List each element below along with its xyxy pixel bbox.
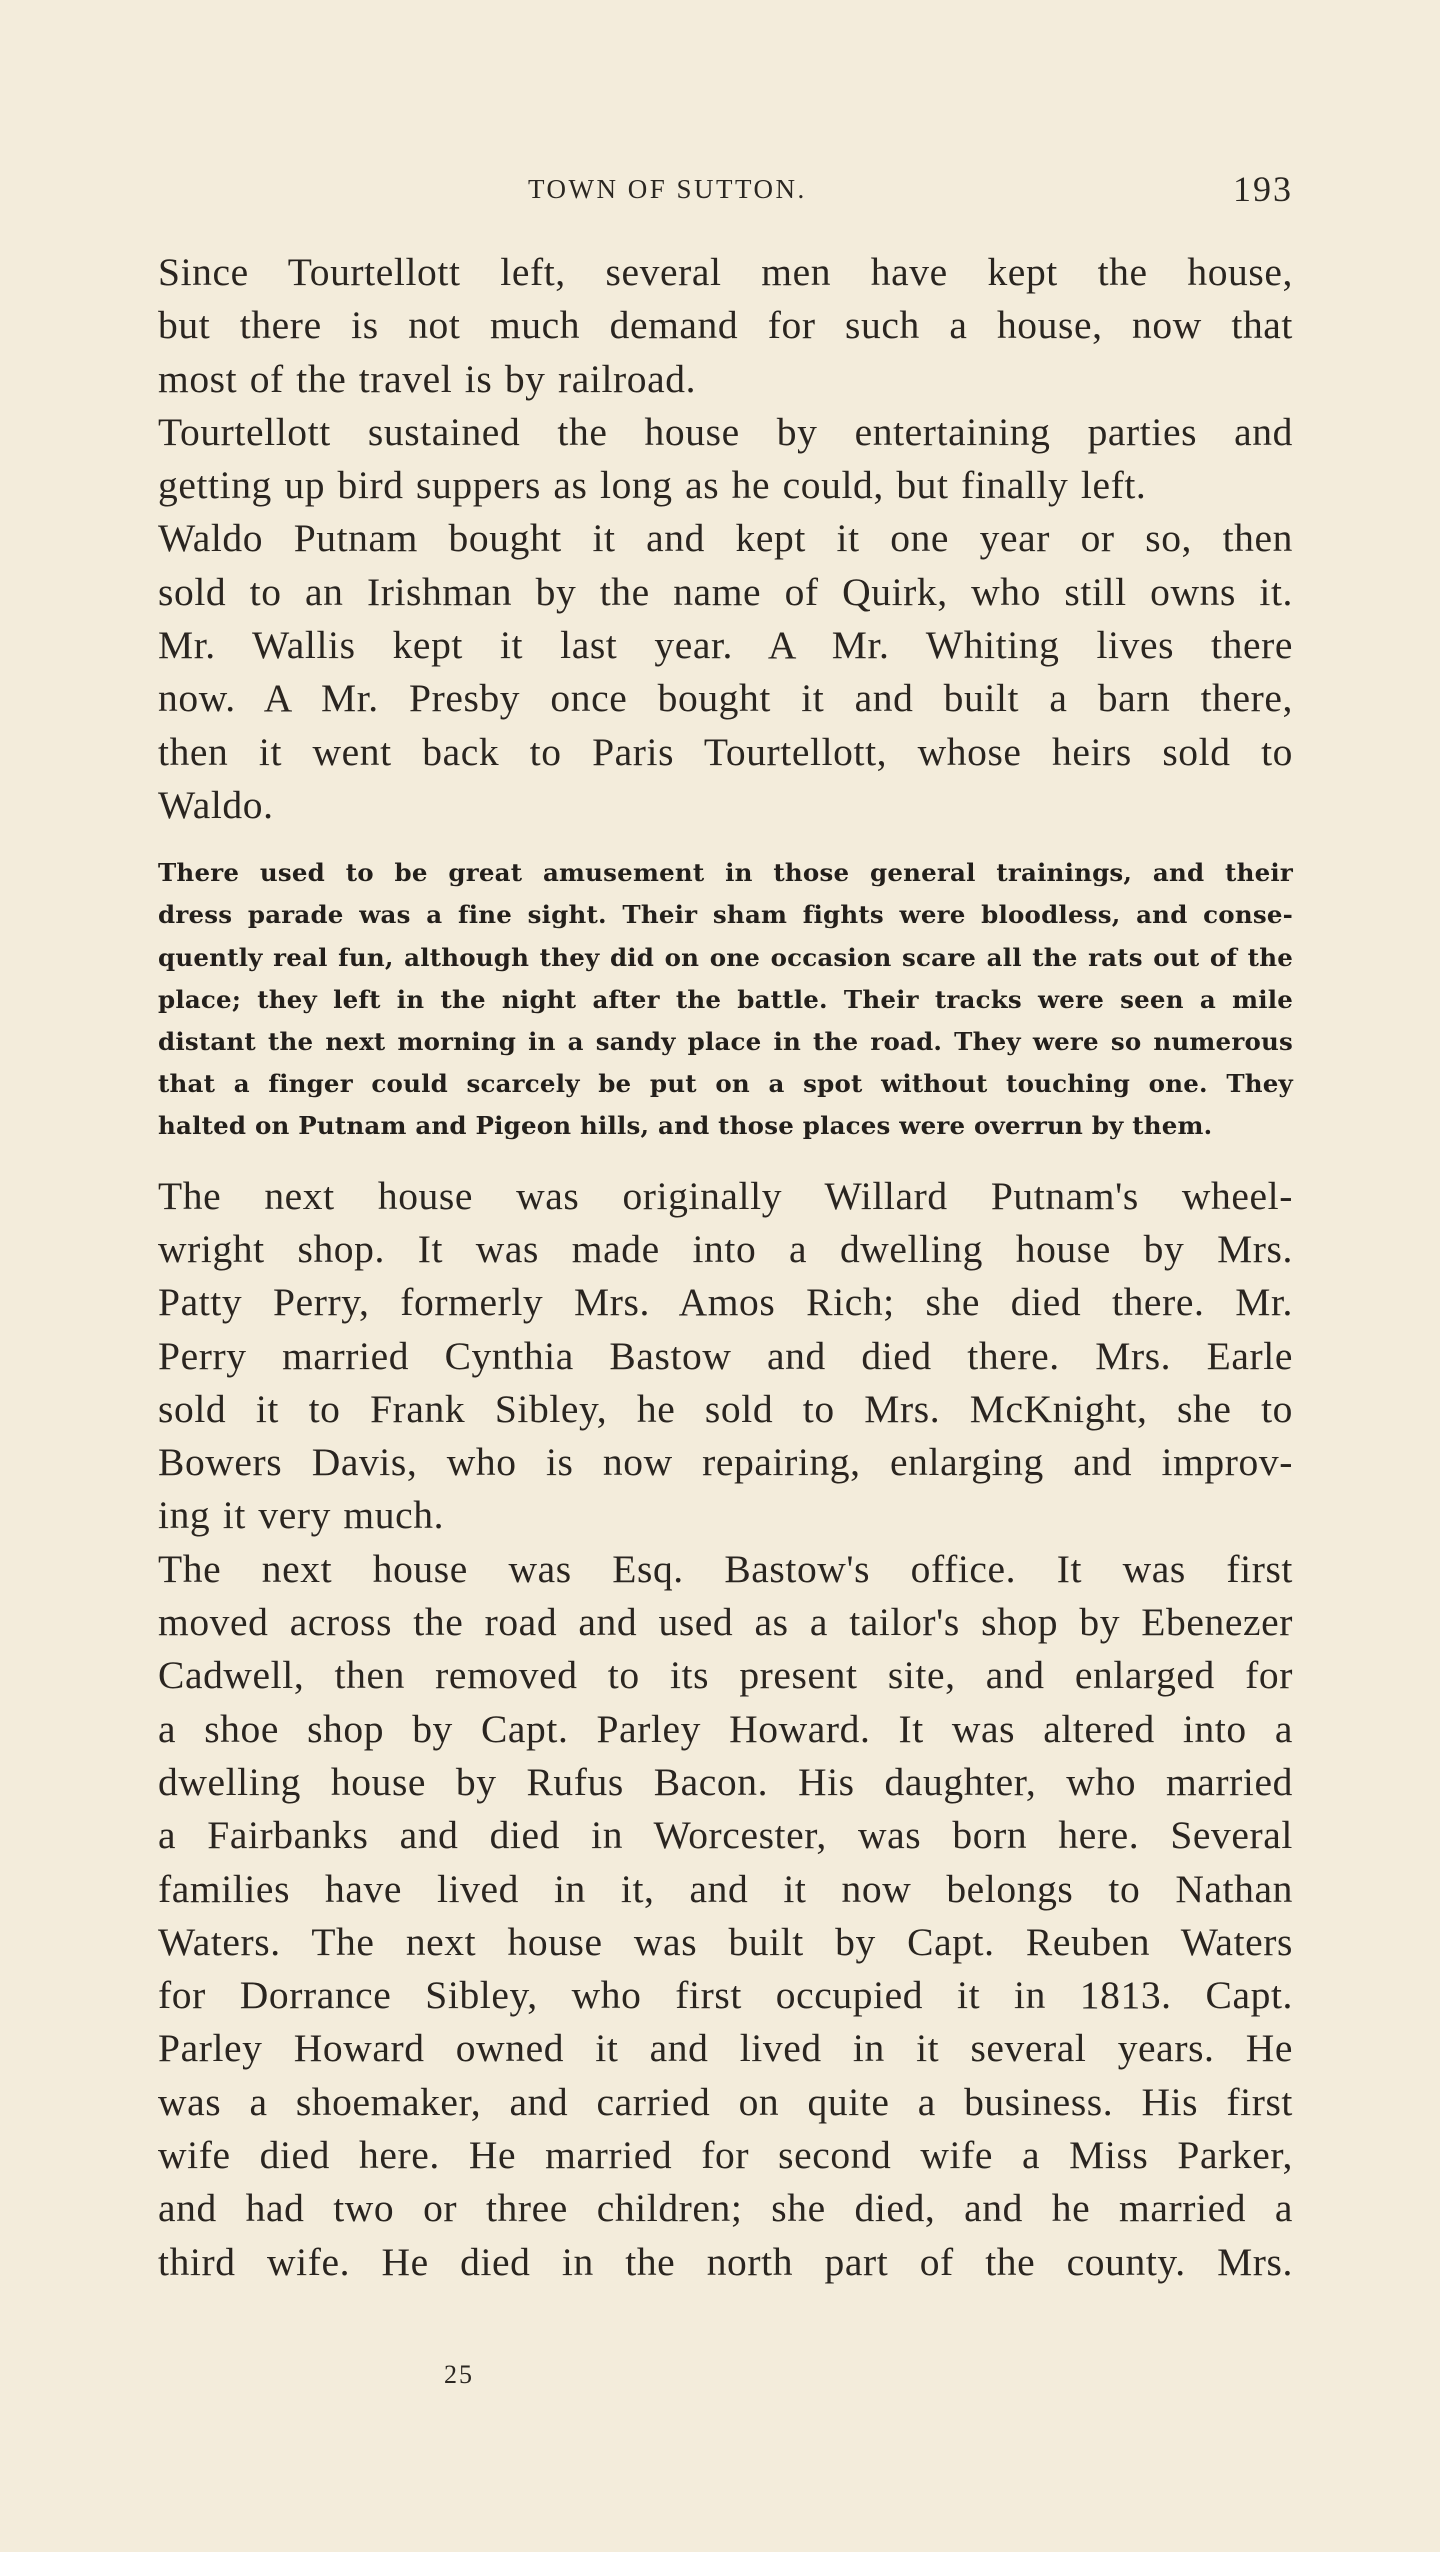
text-line: Tourtellott sustained the house by entertaining parties and <box>158 409 1293 454</box>
paragraph-1 <box>158 246 1293 406</box>
text-line: distant the next morning in a sandy place in the road. They were so numerous <box>158 1027 1293 1057</box>
text-line: but there is not much demand for such a house, now that <box>158 303 1293 348</box>
text-line: now. A Mr. Presby once bought it and built a barn there, <box>158 676 1293 721</box>
text-line: that a finger could scarcely be put on a spot without touching one. They <box>158 1069 1293 1099</box>
text-line: wife died here. He married for second wife a Miss Parker, <box>158 2133 1293 2178</box>
text-line: for Dorrance Sibley, who first occupied it in 1813. Capt. <box>158 1973 1293 2018</box>
text-line: Waldo. <box>158 782 274 827</box>
page-number: 193 <box>1233 169 1293 209</box>
text-line: Waldo Putnam bought it and kept it one year or so, then <box>158 516 1293 561</box>
text-line: dwelling house by Rufus Bacon. His daughter, who married <box>158 1759 1293 1804</box>
text-line: The next house was Esq. Bastow's office. It was first <box>158 1546 1293 1591</box>
text-line: a shoe shop by Capt. Parley Howard. It was altered into a <box>158 1706 1293 1751</box>
text-line: Parley Howard owned it and lived in it several years. He <box>158 2026 1293 2071</box>
text-line: third wife. He died in the north part of the county. Mrs. <box>158 2239 1293 2284</box>
body-text <box>158 246 1293 2289</box>
text-line: and had two or three children; she died, and he married a <box>158 2186 1293 2231</box>
text-line: getting up bird suppers as long as he could, but finally left. <box>158 463 1147 508</box>
text-line: Patty Perry, formerly Mrs. Amos Rich; she died there. Mr. <box>158 1280 1293 1325</box>
paragraph-2 <box>158 406 1293 513</box>
paragraph-5 <box>158 1170 1293 1543</box>
text-line: most of the travel is by railroad. <box>158 356 697 401</box>
text-line: Perry married Cynthia Bastow and died there. Mrs. Earle <box>158 1333 1293 1378</box>
text-line: a Fairbanks and died in Worcester, was born here. Several <box>158 1813 1293 1858</box>
text-line: then it went back to Paris Tourtellott, whose heirs sold to <box>158 729 1293 774</box>
text-line: Cadwell, then removed to its present site, and enlarged for <box>158 1653 1293 1698</box>
running-header <box>158 168 1293 218</box>
text-line: sold it to Frank Sibley, he sold to Mrs. McKnight, she to <box>158 1386 1293 1431</box>
text-line: Mr. Wallis kept it last year. A Mr. Whiting lives there <box>158 623 1293 668</box>
paragraph-6 <box>158 1543 1293 2289</box>
text-line: quently real fun, although they did on one occasion scare all the rats out of the <box>158 942 1293 972</box>
text-line: Waters. The next house was built by Capt. Reuben Waters <box>158 1919 1293 1964</box>
text-line: Since Tourtellott left, several men have kept the house, <box>158 250 1293 294</box>
text-line: There used to be great amusement in those general trainings, and their <box>158 858 1293 888</box>
running-title: TOWN OF SUTTON. <box>528 174 807 204</box>
text-line: wright shop. It was made into a dwelling house by Mrs. <box>158 1226 1293 1271</box>
text-line: moved across the road and used as a tailor's shop by Ebenezer <box>158 1600 1293 1645</box>
text-line: Bowers Davis, who is now repairing, enlarging and improv- <box>158 1440 1293 1485</box>
signature-mark: 25 <box>444 2360 474 2389</box>
text-line: The next house was originally Willard Putnam's wheel- <box>158 1173 1293 1218</box>
text-line: was a shoemaker, and carried on quite a business. His first <box>158 2079 1293 2124</box>
text-line: place; they left in the night after the battle. Their tracks were seen a mile <box>158 984 1293 1014</box>
text-line: dress parade was a fine sight. Their sham fights were bloodless, and conse- <box>158 900 1293 930</box>
text-line: ing it very much. <box>158 1493 445 1538</box>
small-print-paragraph <box>158 852 1293 1147</box>
text-line: halted on Putnam and Pigeon hills, and those places were overrun by them. <box>158 1111 1213 1141</box>
paragraph-3 <box>158 512 1293 832</box>
text-line: families have lived in it, and it now belongs to Nathan <box>158 1866 1293 1911</box>
text-line: sold to an Irishman by the name of Quirk, who still owns it. <box>158 569 1293 614</box>
